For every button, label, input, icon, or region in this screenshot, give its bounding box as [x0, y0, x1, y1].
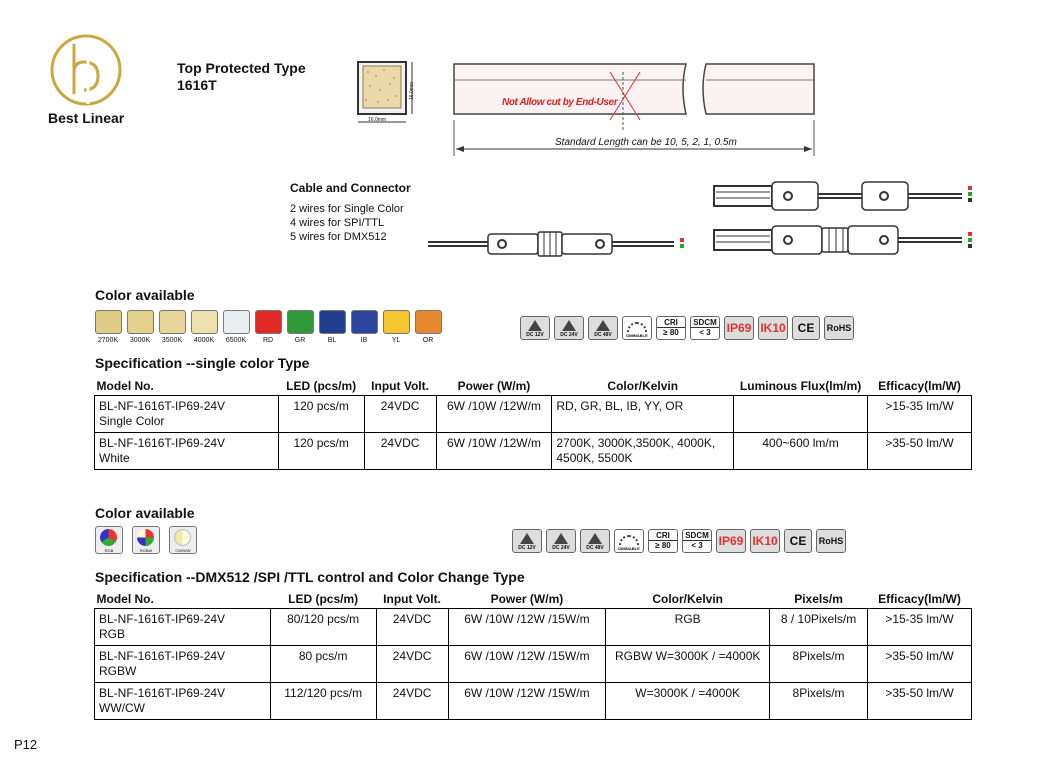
table-header: LED (pcs/m) — [278, 377, 364, 396]
table-cell — [734, 396, 868, 433]
table-cell: 8 / 10Pixels/m — [770, 609, 868, 646]
table-header: Color/Kelvin — [552, 377, 734, 396]
table-cell: 112/120 pcs/m — [270, 683, 376, 720]
swatch-label: IB — [360, 337, 368, 344]
page-number: P12 — [14, 737, 38, 752]
swatch-label: 6500K — [225, 337, 247, 344]
table-cell: 24VDC — [376, 683, 448, 720]
spec-title-dmx: Specification --DMX512 /SPI /TTL control and Color Change Type — [95, 569, 525, 585]
rgb-icon: RGB — [95, 526, 123, 554]
color-swatch — [383, 310, 410, 334]
table-cell: 80 pcs/m — [270, 646, 376, 683]
color-swatch — [159, 310, 186, 334]
swatch-label: OR — [422, 337, 434, 344]
rgbw-icon: RGBW — [132, 526, 160, 554]
table-header: Power (W/m) — [436, 377, 552, 396]
ce-icon: CE — [792, 316, 820, 340]
table-cell: 8Pixels/m — [770, 683, 868, 720]
table-header: Efficacy(lm/W) — [868, 590, 972, 609]
cable-line: 2 wires for Single Color — [290, 203, 404, 215]
color-swatch — [351, 310, 378, 334]
table-row — [95, 396, 972, 433]
ik10-icon: IK10 — [758, 316, 788, 340]
table-cell: RGB — [606, 609, 770, 646]
sdcm-icon: SDCM < 3 — [682, 529, 712, 553]
table-cell: BL-NF-1616T-IP69-24V RGB — [95, 609, 271, 646]
table-cell: 24VDC — [376, 646, 448, 683]
table-header: Model No. — [95, 590, 271, 609]
table-cell: 120 pcs/m — [278, 433, 364, 470]
dc48v-icon: DC 48V — [580, 529, 610, 553]
dc24v-icon: DC 24V — [546, 529, 576, 553]
table-cell: 6W /10W /12W /15W/m — [448, 683, 606, 720]
table-cell: >15-35 lm/W — [868, 609, 972, 646]
table-cell: BL-NF-1616T-IP69-24V RGBW — [95, 646, 271, 683]
profile-width-label: 16.0mm — [368, 117, 387, 123]
swatch-label: 3000K — [129, 337, 151, 344]
cable-line: 4 wires for SPI/TTL — [290, 217, 385, 229]
color-swatch — [255, 310, 282, 334]
no-cut-warning: Not Allow cut by End-User — [502, 97, 618, 108]
color-available-title: Color available — [95, 505, 195, 521]
cri-icon: CRI ≥ 80 — [648, 529, 678, 553]
table-row — [95, 609, 972, 646]
table-cell: >15-35 lm/W — [868, 396, 972, 433]
table-cell: 80/120 pcs/m — [270, 609, 376, 646]
table-header: Luminous Flux(lm/m) — [734, 377, 868, 396]
swatch-label: GR — [294, 337, 306, 344]
table-header: Efficacy(lm/W) — [868, 377, 972, 396]
table-cell: RGBW W=3000K / =4000K — [606, 646, 770, 683]
ip69-icon: IP69 — [716, 529, 746, 553]
ik10-icon: IK10 — [750, 529, 780, 553]
table-header: Power (W/m) — [448, 590, 606, 609]
table-cell: 24VDC — [364, 433, 436, 470]
table-cell: BL-NF-1616T-IP69-24V Single Color — [95, 396, 279, 433]
table-cell: >35-50 lm/W — [868, 433, 972, 470]
table-cell: 8Pixels/m — [770, 646, 868, 683]
table-cell: 6W /10W /12W/m — [436, 396, 552, 433]
color-swatch — [415, 310, 442, 334]
color-swatch — [287, 310, 314, 334]
dc48v-icon: DC 48V — [588, 316, 618, 340]
table-header: Input Volt. — [376, 590, 448, 609]
table-cell: 2700K, 3000K,3500K, 4000K, 4500K, 5500K — [552, 433, 734, 470]
cable-connector-diagram — [428, 228, 690, 260]
table-cell: 6W /10W /12W /15W/m — [448, 609, 606, 646]
dc12v-icon: DC 12V — [512, 529, 542, 553]
swatch-label: BL — [327, 337, 337, 344]
table-row — [95, 433, 972, 470]
cable-wire-list — [290, 202, 404, 244]
table-header: Color/Kelvin — [606, 590, 770, 609]
swatch-label: RD — [262, 337, 274, 344]
color-available-title: Color available — [95, 287, 195, 303]
rohs-icon: RoHS — [816, 529, 846, 553]
table-cell: >35-50 lm/W — [868, 646, 972, 683]
cable-line: 5 wires for DMX512 — [290, 231, 387, 243]
spec-title-single: Specification --single color Type — [95, 355, 310, 371]
color-mode-icons — [95, 526, 197, 554]
spec-table-dmx — [94, 590, 972, 720]
table-header: Input Volt. — [364, 377, 436, 396]
ip69-icon: IP69 — [724, 316, 754, 340]
table-cell: BL-NF-1616T-IP69-24V WW/CW — [95, 683, 271, 720]
brand-name: Best Linear — [48, 110, 125, 126]
table-cell: 24VDC — [376, 609, 448, 646]
table-cell: 120 pcs/m — [278, 396, 364, 433]
table-cell: 6W /10W /12W/m — [436, 433, 552, 470]
dc12v-icon: DC 12V — [520, 316, 550, 340]
cri-icon: CRI ≥ 80 — [656, 316, 686, 340]
color-swatch — [127, 310, 154, 334]
table-row — [95, 683, 972, 720]
dimmable-icon: DIMMABLE — [622, 316, 652, 340]
table-cell: RD, GR, BL, IB, YY, OR — [552, 396, 734, 433]
table-header: LED (pcs/m) — [270, 590, 376, 609]
swatch-label: 2700K — [97, 337, 119, 344]
brand-logo — [48, 32, 126, 110]
table-cell: W=3000K / =4000K — [606, 683, 770, 720]
color-swatch — [319, 310, 346, 334]
spec-table-single — [94, 377, 972, 470]
table-cell: 24VDC — [364, 396, 436, 433]
color-swatch — [191, 310, 218, 334]
swatch-label: 3500K — [161, 337, 183, 344]
rohs-icon: RoHS — [824, 316, 854, 340]
table-row — [95, 646, 972, 683]
table-cell: 400~600 lm/m — [734, 433, 868, 470]
table-header: Model No. — [95, 377, 279, 396]
ce-icon: CE — [784, 529, 812, 553]
product-title: Top Protected Type 1616T — [177, 60, 306, 93]
swatch-label: 4000K — [193, 337, 215, 344]
table-cell: 6W /10W /12W /15W/m — [448, 646, 606, 683]
color-swatch — [95, 310, 122, 334]
profile-height-label: 16.0mm — [409, 81, 416, 101]
cw-ww-icon: CW/WW — [169, 526, 197, 554]
table-cell: BL-NF-1616T-IP69-24V White — [95, 433, 279, 470]
sdcm-icon: SDCM < 3 — [690, 316, 720, 340]
standard-length-label: Standard Length can be 10, 5, 2, 1, 0.5m — [555, 137, 737, 148]
strip-connector-diagram — [712, 174, 978, 260]
swatch-label: YL — [391, 337, 401, 344]
table-header: Pixels/m — [770, 590, 868, 609]
color-swatch — [223, 310, 250, 334]
cable-title: Cable and Connector — [290, 181, 411, 195]
profile-cross-section — [350, 58, 430, 130]
dimmable-icon: DIMMABLE — [614, 529, 644, 553]
table-cell: >35-50 lm/W — [868, 683, 972, 720]
dc24v-icon: DC 24V — [554, 316, 584, 340]
